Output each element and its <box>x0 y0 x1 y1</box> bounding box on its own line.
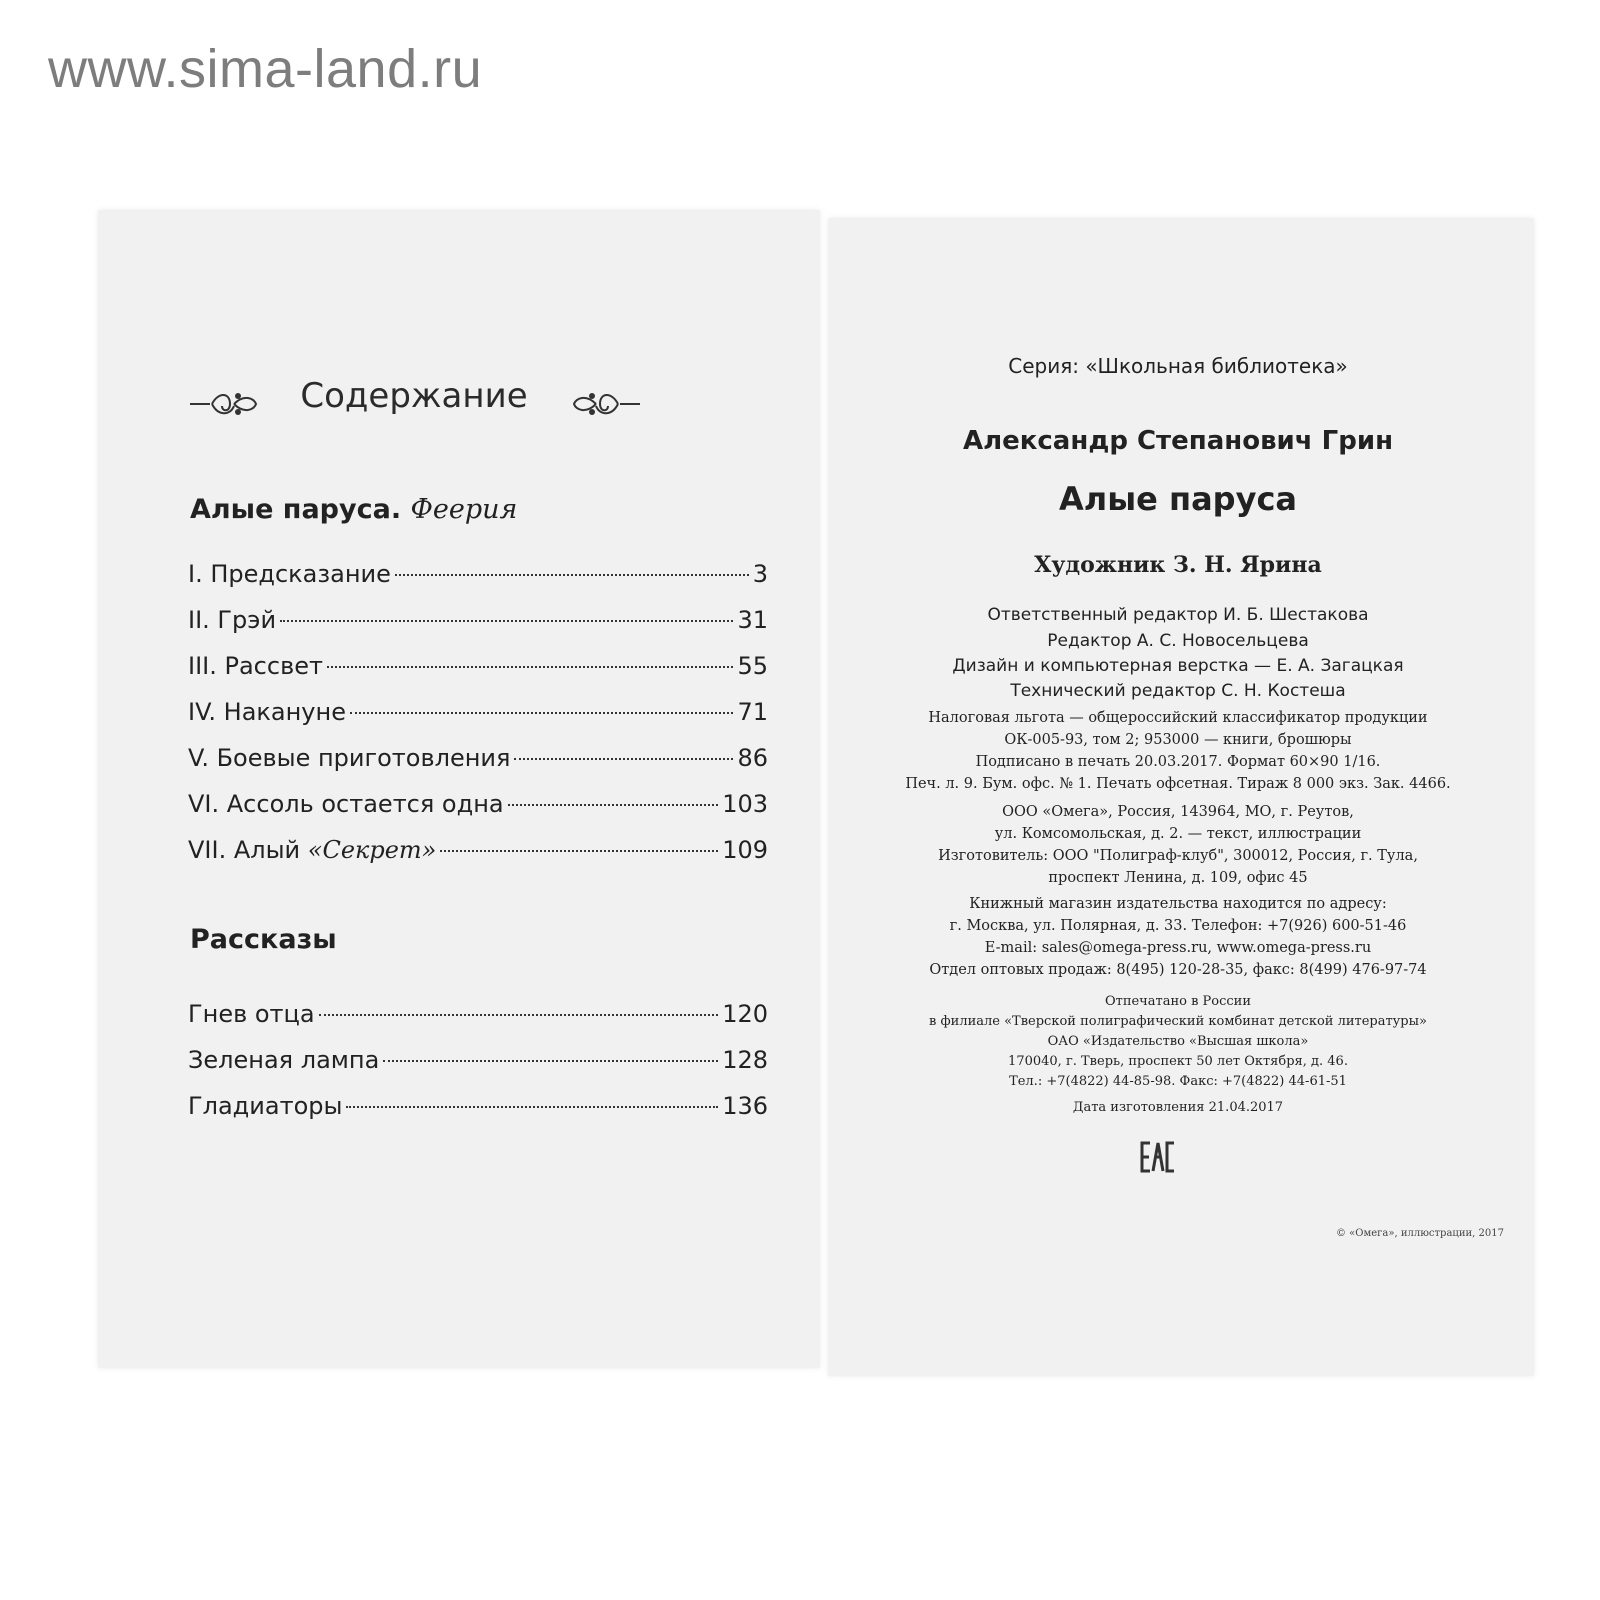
tax-line: Подписано в печать 20.03.2017. Формат 60×90 1/16. <box>975 754 1381 770</box>
toc-entry-label: V. Боевые приготовления <box>188 744 511 772</box>
toc-entry-page: 31 <box>737 606 768 634</box>
publisher-line: ООО «Омега», Россия, 143964, МО, г. Реутов, <box>1002 804 1354 820</box>
series-line: Серия: «Школьная библиотека» <box>1008 354 1348 378</box>
eac-mark-icon <box>1140 1140 1176 1174</box>
tax-line: Печ. л. 9. Бум. офс. № 1. Печать офсетная. Тираж 8 000 экз. Зак. 4466. <box>905 776 1451 792</box>
toc-entry-page: 128 <box>722 1046 768 1074</box>
credit-line: Ответственный редактор И. Б. Шестакова <box>987 605 1369 625</box>
toc-entry-label: II. Грэй <box>188 606 277 634</box>
toc-entry-label: VI. Ассоль остается одна <box>188 790 504 818</box>
tax-line: Налоговая льгота — общероссийский классификатор продукции <box>928 710 1428 726</box>
toc-entry-label: Зеленая лампа <box>188 1046 380 1074</box>
shop-line: Книжный магазин издательства находится по адресу: <box>969 896 1387 912</box>
toc-entry-label <box>188 836 436 864</box>
printed-line: 170040, г. Тверь, проспект 50 лет Октября, д. 46. <box>1008 1054 1348 1069</box>
toc-entry[interactable] <box>188 1000 768 1034</box>
toc-entry-page: 71 <box>737 698 768 726</box>
toc-entry-page: 55 <box>737 652 768 680</box>
section-title: Алые паруса. <box>190 494 402 525</box>
credit-line: Технический редактор С. Н. Костеша <box>1010 681 1346 701</box>
dot-leader <box>350 712 733 714</box>
dot-leader <box>440 850 718 852</box>
toc-entry-label-plain: VII. Алый <box>188 836 308 864</box>
toc-entry[interactable] <box>188 1092 768 1126</box>
toc-entry-label: IV. Накануне <box>188 698 346 726</box>
toc-entry[interactable] <box>188 744 768 778</box>
dot-leader <box>327 666 734 668</box>
dot-leader <box>319 1014 719 1016</box>
dot-leader <box>346 1106 718 1108</box>
toc-entry-page: 103 <box>722 790 768 818</box>
printed-line: Отпечатано в России <box>1104 994 1252 1009</box>
toc-entry-page: 120 <box>722 1000 768 1028</box>
ornament-left-icon <box>190 382 262 426</box>
section-title: Рассказы <box>190 924 337 955</box>
shop-line: E-mail: sales@omega-press.ru, www.omega-press.ru <box>984 940 1372 956</box>
credit-line: Редактор А. С. Новосельцева <box>1047 631 1309 651</box>
dot-leader <box>280 620 733 622</box>
ornament-right-icon <box>568 382 640 426</box>
publisher-line: Изготовитель: ООО "Полиграф-клуб", 300012, Россия, г. Тула, <box>938 848 1418 864</box>
copyright-notice: © «Омега», иллюстрации, 2017 <box>1335 1228 1504 1239</box>
toc-entry-page: 136 <box>722 1092 768 1120</box>
right-page <box>828 218 1534 1376</box>
contents-heading <box>190 376 640 432</box>
toc-entry[interactable] <box>188 698 768 732</box>
dot-leader <box>508 804 719 806</box>
toc-entry-label: Гладиаторы <box>188 1092 343 1120</box>
tax-line: ОК-005-93, том 2; 953000 — книги, брошюры <box>1004 732 1352 748</box>
dot-leader <box>395 574 749 576</box>
author-name: Александр Степанович Грин <box>962 426 1394 456</box>
toc-entry-page: 86 <box>737 744 768 772</box>
toc-entry-label: III. Рассвет <box>188 652 323 680</box>
artist-credit: Художник З. Н. Ярина <box>1034 552 1322 578</box>
printed-line: ОАО «Издательство «Высшая школа» <box>1047 1034 1309 1049</box>
printed-line: Тел.: +7(4822) 44-85-98. Факс: +7(4822) 44-61-51 <box>1009 1074 1347 1089</box>
site-watermark: www.sima-land.ru <box>48 39 483 99</box>
book-title: Алые паруса <box>1058 480 1297 518</box>
toc-entry[interactable] <box>188 652 768 686</box>
toc-entry-label: I. Предсказание <box>188 560 391 588</box>
section-heading-stories <box>190 924 337 955</box>
section-heading-novel <box>190 494 517 525</box>
toc-entry-page: 109 <box>722 836 768 864</box>
toc-entry[interactable] <box>188 790 768 824</box>
toc-entry-page: 3 <box>752 560 768 588</box>
contents-title: Содержание <box>300 376 528 416</box>
shop-line: г. Москва, ул. Полярная, д. 33. Телефон: +7(926) 600-51-46 <box>949 918 1407 934</box>
section-subtitle: Феерия <box>410 494 518 525</box>
toc-entry-label: Гнев отца <box>188 1000 315 1028</box>
toc-entry[interactable] <box>188 606 768 640</box>
toc-entry-label-italic: «Секрет» <box>307 836 437 864</box>
publisher-line: ул. Комсомольская, д. 2. — текст, иллюстрации <box>994 826 1362 842</box>
credit-line: Дизайн и компьютерная верстка — Е. А. Загацкая <box>952 656 1404 676</box>
dot-leader <box>383 1060 718 1062</box>
toc-entry[interactable] <box>188 1046 768 1080</box>
shop-line: Отдел оптовых продаж: 8(495) 120-28-35, факс: 8(499) 476-97-74 <box>929 962 1427 978</box>
publisher-line: проспект Ленина, д. 109, офис 45 <box>1048 870 1308 886</box>
manufacture-date: Дата изготовления 21.04.2017 <box>1072 1100 1284 1115</box>
toc-entry[interactable] <box>188 836 768 870</box>
printed-line: в филиале «Тверской полиграфический комбинат детской литературы» <box>929 1014 1427 1029</box>
toc-entry[interactable] <box>188 560 768 594</box>
dot-leader <box>514 758 733 760</box>
